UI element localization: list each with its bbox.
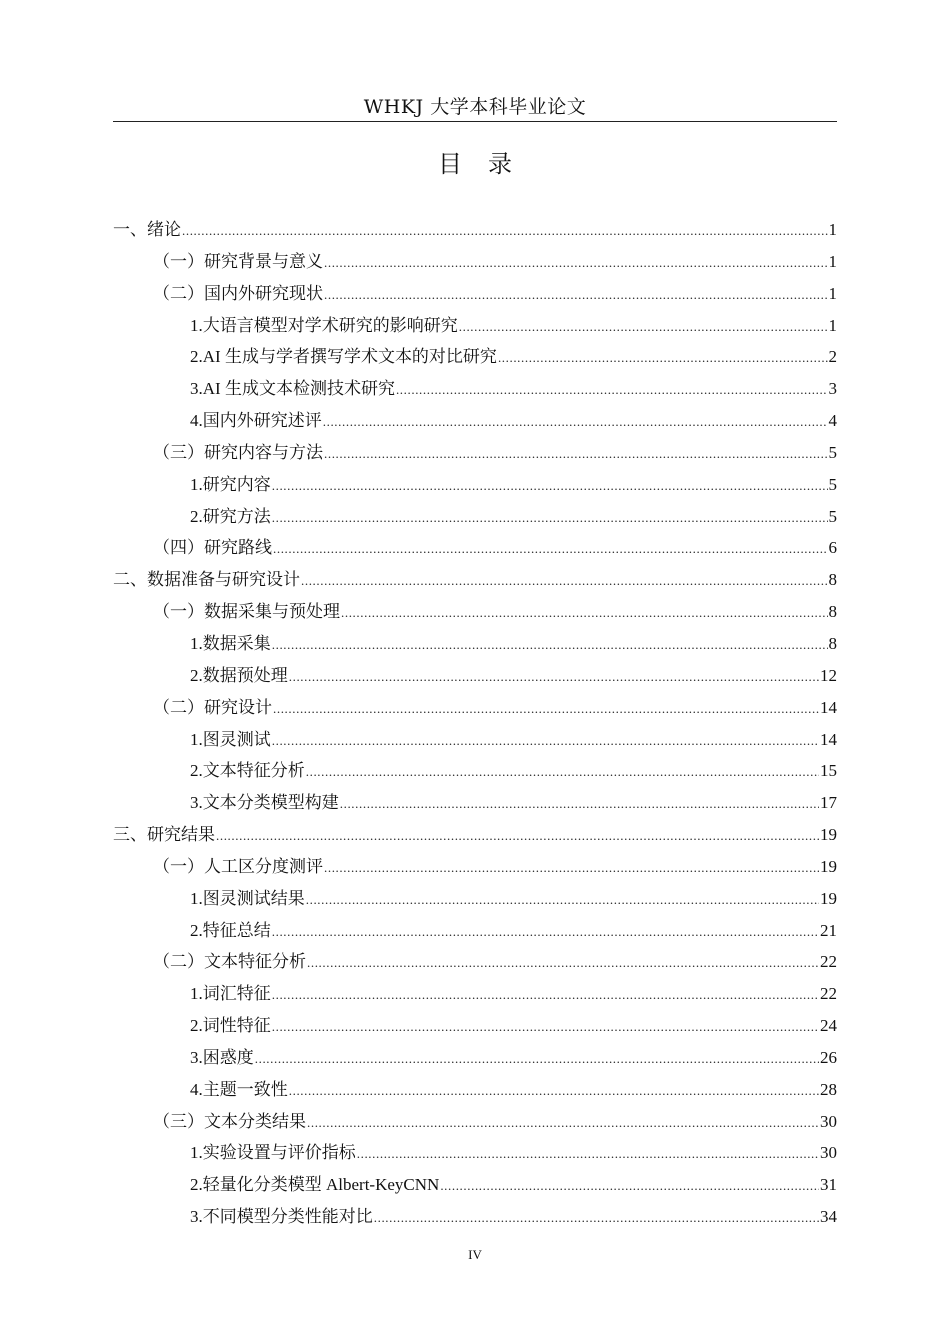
toc-entry[interactable]: [113, 883, 837, 915]
toc-dot-leader: [341, 597, 828, 629]
toc-entry-page: 4: [828, 411, 837, 431]
toc-entry[interactable]: [113, 373, 837, 405]
toc-entry-page: 14: [820, 697, 837, 717]
toc-entry-label: （二）研究设计: [153, 697, 272, 717]
toc-dot-leader: [289, 661, 819, 693]
toc-entry-page: 1: [828, 220, 837, 239]
toc-entry-label: 3.不同模型分类性能对比: [190, 1207, 373, 1227]
toc-dot-leader: [272, 725, 819, 757]
toc-entry-label: 2.轻量化分类模型 Albert-KeyCNN: [190, 1175, 440, 1195]
toc-entry[interactable]: [113, 310, 837, 342]
toc-entry-page: 17: [820, 793, 837, 813]
toc-title: 目录: [438, 150, 538, 178]
toc-entry-label: （一）研究背景与意义: [153, 251, 323, 271]
toc-dot-leader: [272, 470, 828, 502]
toc-dot-leader: [374, 1202, 819, 1234]
toc-entry[interactable]: [113, 278, 837, 310]
toc-dot-leader: [324, 852, 819, 884]
toc-entry-label: 1.数据采集: [190, 633, 271, 653]
toc-entry-label: 2.词性特征: [190, 1016, 271, 1036]
page-header: WHKJ 大学本科毕业论文: [363, 96, 587, 118]
toc-entry-page: 31: [820, 1175, 837, 1195]
toc-dot-leader: [255, 1043, 819, 1075]
table-of-contents: [113, 214, 837, 1233]
toc-entry[interactable]: [113, 1010, 837, 1042]
toc-entry-page: 24: [820, 1016, 837, 1036]
toc-entry[interactable]: [113, 946, 837, 978]
toc-dot-leader: [324, 279, 828, 311]
toc-entry-page: 19: [820, 825, 837, 845]
toc-entry-page: 5: [828, 442, 837, 462]
toc-entry-label: 2.数据预处理: [190, 665, 288, 685]
toc-dot-leader: [301, 565, 828, 597]
toc-entry[interactable]: [113, 724, 837, 756]
toc-entry[interactable]: [113, 341, 837, 373]
toc-entry-label: 3.困惑度: [190, 1047, 254, 1067]
toc-entry[interactable]: [113, 532, 837, 564]
toc-dot-leader: [306, 756, 819, 788]
toc-entry-label: 1.研究内容: [190, 474, 271, 494]
toc-entry-page: 8: [828, 602, 837, 622]
toc-entry-page: 12: [820, 665, 837, 685]
toc-entry-label: （二）国内外研究现状: [153, 283, 323, 303]
toc-entry-page: 1: [828, 251, 837, 271]
toc-entry[interactable]: [113, 851, 837, 883]
toc-dot-leader: [324, 247, 828, 279]
toc-entry-label: 4.国内外研究述评: [190, 411, 322, 431]
toc-entry-page: 1: [828, 283, 837, 303]
toc-dot-leader: [289, 1075, 819, 1107]
toc-entry[interactable]: [113, 501, 837, 533]
toc-entry-page: 8: [828, 633, 837, 653]
toc-entry[interactable]: [113, 1201, 837, 1233]
toc-entry-page: 19: [820, 856, 837, 876]
toc-entry-label: （一）人工区分度测评: [153, 856, 323, 876]
page-number: IV: [468, 1247, 482, 1262]
toc-entry[interactable]: [113, 1106, 837, 1138]
toc-entry-label: （四）研究路线: [153, 538, 272, 558]
toc-entry[interactable]: [113, 1074, 837, 1106]
toc-entry-page: 5: [828, 506, 837, 526]
toc-entry-page: 26: [820, 1047, 837, 1067]
toc-entry-label: 一、绪论: [113, 220, 181, 239]
toc-entry-label: （一）数据采集与预处理: [153, 602, 340, 622]
toc-entry[interactable]: [113, 1169, 837, 1201]
toc-dot-leader: [498, 342, 828, 374]
toc-entry[interactable]: [113, 1042, 837, 1074]
toc-dot-leader: [396, 374, 828, 406]
toc-entry[interactable]: [113, 246, 837, 278]
toc-entry-label: 3.AI 生成文本检测技术研究: [190, 379, 395, 399]
toc-dot-leader: [306, 884, 819, 916]
toc-entry-label: 1.图灵测试: [190, 729, 271, 749]
toc-entry[interactable]: [113, 660, 837, 692]
toc-entry-page: 6: [828, 538, 837, 558]
toc-entry-page: 5: [828, 474, 837, 494]
toc-entry[interactable]: [113, 755, 837, 787]
toc-entry-page: 22: [820, 984, 837, 1004]
toc-entry[interactable]: [113, 564, 837, 596]
toc-entry-label: 1.实验设置与评价指标: [190, 1143, 356, 1163]
toc-entry-label: 2.特征总结: [190, 920, 271, 940]
toc-entry-page: 21: [820, 920, 837, 940]
toc-entry[interactable]: [113, 819, 837, 851]
toc-entry[interactable]: [113, 978, 837, 1010]
toc-dot-leader: [323, 406, 828, 438]
toc-entry-label: （三）研究内容与方法: [153, 442, 323, 462]
toc-entry-label: 2.AI 生成与学者撰写学术文本的对比研究: [190, 347, 497, 367]
toc-dot-leader: [307, 947, 819, 979]
toc-entry-label: 4.主题一致性: [190, 1079, 288, 1099]
toc-entry-label: 1.大语言模型对学术研究的影响研究: [190, 315, 458, 335]
toc-entry-page: 8: [828, 570, 837, 590]
toc-entry-page: 22: [820, 952, 837, 972]
toc-dot-leader: [340, 788, 819, 820]
toc-entry-label: 2.文本特征分析: [190, 761, 305, 781]
toc-entry-page: 15: [820, 761, 837, 781]
toc-entry[interactable]: [113, 405, 837, 437]
toc-entry[interactable]: [113, 628, 837, 660]
toc-entry-label: 1.图灵测试结果: [190, 888, 305, 908]
toc-entry-page: 30: [820, 1111, 837, 1131]
toc-entry-label: 三、研究结果: [113, 825, 215, 845]
toc-dot-leader: [272, 979, 819, 1011]
toc-entry-page: 19: [820, 888, 837, 908]
toc-entry[interactable]: [113, 915, 837, 947]
toc-entry-label: 二、数据准备与研究设计: [113, 570, 300, 590]
toc-entry[interactable]: [113, 787, 837, 819]
toc-entry-label: （三）文本分类结果: [153, 1111, 306, 1131]
toc-dot-leader: [272, 629, 828, 661]
toc-entry-page: 3: [828, 379, 837, 399]
toc-entry-page: 14: [820, 729, 837, 749]
toc-entry[interactable]: [113, 1137, 837, 1169]
toc-entry-page: 1: [828, 315, 837, 335]
toc-entry-page: 2: [828, 347, 837, 367]
toc-entry[interactable]: [113, 437, 837, 469]
toc-dot-leader: [307, 1107, 819, 1139]
toc-entry[interactable]: [113, 214, 837, 246]
toc-dot-leader: [440, 1170, 819, 1202]
toc-dot-leader: [273, 693, 819, 725]
toc-entry[interactable]: [113, 596, 837, 628]
toc-dot-leader: [182, 215, 828, 247]
toc-entry[interactable]: [113, 469, 837, 501]
toc-dot-leader: [324, 438, 828, 470]
toc-entry-page: 28: [820, 1079, 837, 1099]
toc-dot-leader: [216, 820, 819, 852]
header-divider: [113, 121, 837, 122]
toc-entry-page: 34: [820, 1207, 837, 1227]
toc-dot-leader: [272, 916, 819, 948]
toc-entry-label: 1.词汇特征: [190, 984, 271, 1004]
toc-dot-leader: [357, 1138, 819, 1170]
toc-entry-page: 30: [820, 1143, 837, 1163]
toc-dot-leader: [272, 502, 828, 534]
toc-dot-leader: [272, 1011, 819, 1043]
toc-dot-leader: [273, 533, 828, 565]
toc-entry-label: （二）文本特征分析: [153, 952, 306, 972]
toc-entry-label: 3.文本分类模型构建: [190, 793, 339, 813]
toc-entry-label: 2.研究方法: [190, 506, 271, 526]
toc-entry[interactable]: [113, 692, 837, 724]
toc-dot-leader: [459, 311, 828, 343]
